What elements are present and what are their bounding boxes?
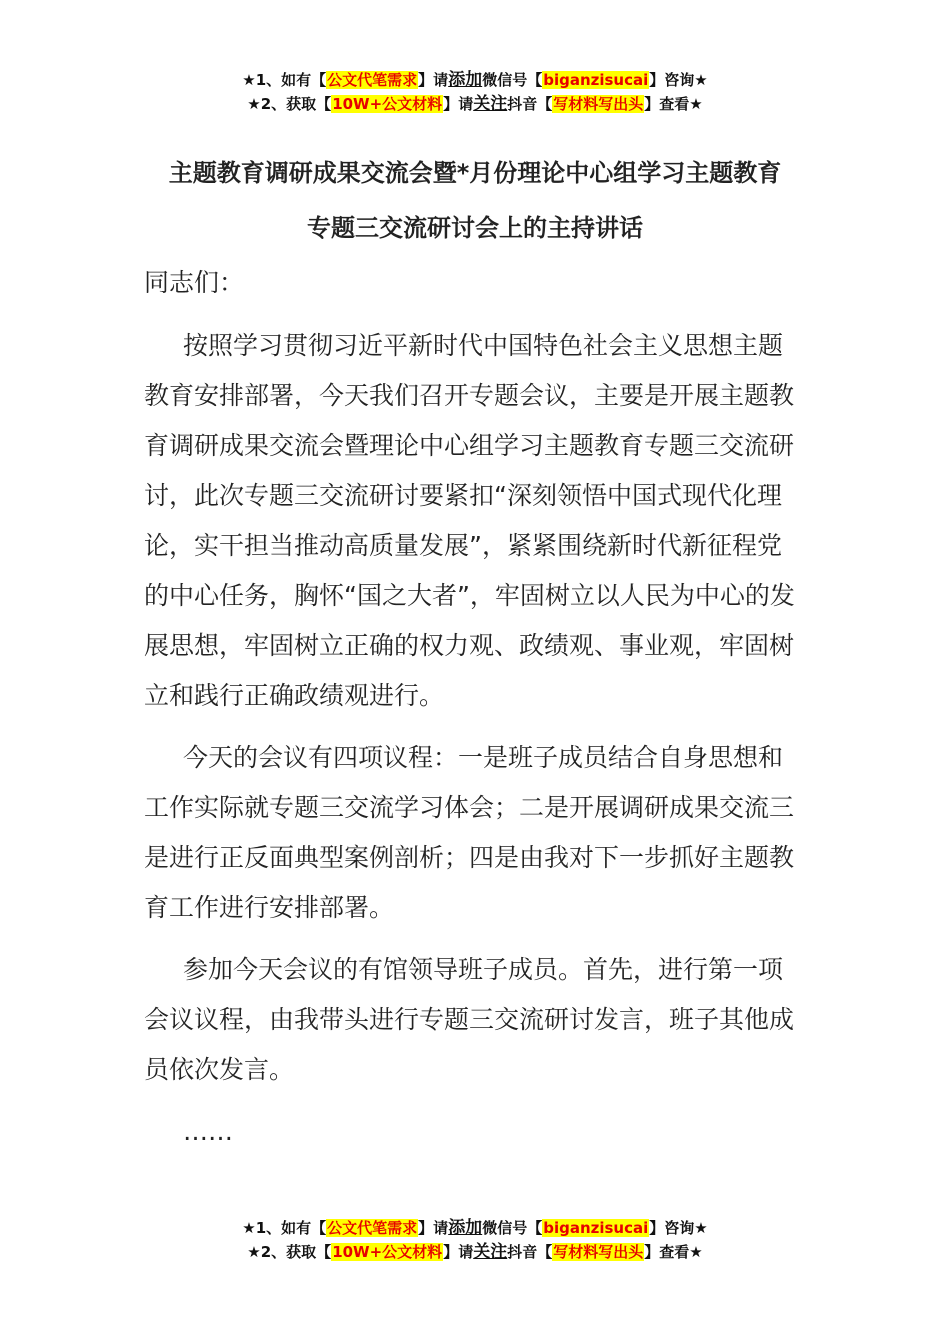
promo-text: 抖音【 xyxy=(507,1243,553,1261)
promo-text: 】咨询 xyxy=(649,1219,695,1237)
promo-text: 】请 xyxy=(443,95,474,113)
star-icon: ★ xyxy=(689,1243,703,1261)
star-icon: ★ xyxy=(694,71,708,89)
promo-banner-bottom xyxy=(0,1216,950,1264)
promo-highlight: 10W+公文材料 xyxy=(332,95,443,113)
wechat-id-highlight: biganzisucai xyxy=(543,71,649,89)
wechat-id-highlight: biganzisucai xyxy=(543,1219,649,1237)
star-icon: ★ xyxy=(242,1219,256,1237)
promo-emphasis: 添加 xyxy=(448,70,483,90)
paragraph: 参加今天会议的有馆领导班子成员。首先，进行第一项会议议程，由我带头进行专题三交流研讨发言，班子其他成员依次发言。 xyxy=(144,955,795,1084)
star-icon: ★ xyxy=(689,95,703,113)
promo-text: 1、如有【 xyxy=(255,1219,327,1237)
star-icon: ★ xyxy=(694,1219,708,1237)
promo-text: 】请 xyxy=(418,71,449,89)
promo-text: 抖音【 xyxy=(507,95,553,113)
promo-line-1 xyxy=(0,1216,950,1240)
promo-text: 2、获取【 xyxy=(260,1243,332,1261)
title-line-2: 专题三交流研讨会上的主持讲话 xyxy=(307,214,643,242)
promo-line-1 xyxy=(0,68,950,92)
promo-text: 】咨询 xyxy=(649,71,695,89)
ellipsis: …… xyxy=(183,1117,233,1146)
greeting: 同志们： xyxy=(144,268,245,297)
promo-text: 】请 xyxy=(443,1243,474,1261)
promo-text: 微信号【 xyxy=(482,1219,543,1237)
promo-text: 】查看 xyxy=(644,95,690,113)
document-body xyxy=(144,258,806,1169)
promo-banner-top xyxy=(0,68,950,116)
promo-text: 微信号【 xyxy=(482,71,543,89)
promo-text: 】请 xyxy=(418,1219,449,1237)
promo-line-2 xyxy=(0,92,950,116)
promo-text: 2、获取【 xyxy=(260,95,332,113)
douyin-id-highlight: 写材料写出头 xyxy=(553,1243,644,1261)
promo-text: 】查看 xyxy=(644,1243,690,1261)
star-icon: ★ xyxy=(247,95,261,113)
promo-emphasis: 关注 xyxy=(473,1242,508,1262)
star-icon: ★ xyxy=(242,71,256,89)
document-title xyxy=(120,146,830,256)
promo-text: 1、如有【 xyxy=(255,71,327,89)
promo-highlight: 10W+公文材料 xyxy=(332,1243,443,1261)
promo-emphasis: 添加 xyxy=(448,1218,483,1238)
douyin-id-highlight: 写材料写出头 xyxy=(553,95,644,113)
promo-highlight: 公文代笔需求 xyxy=(327,1219,418,1237)
promo-emphasis: 关注 xyxy=(473,94,508,114)
promo-line-2 xyxy=(0,1240,950,1264)
promo-highlight: 公文代笔需求 xyxy=(327,71,418,89)
title-line-1: 主题教育调研成果交流会暨*月份理论中心组学习主题教育 xyxy=(168,159,782,187)
paragraph: 按照学习贯彻习近平新时代中国特色社会主义思想主题教育安排部署，今天我们召开专题会议，主要是开展主题教育调研成果交流会暨理论中心组学习主题教育专题三交流研讨，此次专题三交流研讨要紧扣“深刻领悟中国式现代化理论，实干担当推动高质量发展”，紧紧围绕新时代新征程党的中心任务，胸怀“国之大者”，牢固树立以人民为中心的发展思想，牢固树立正确的权力观、政绩观、事业观，牢固树立和践行正确政绩观进行。 xyxy=(144,331,795,710)
paragraph: 今天的会议有四项议程：一是班子成员结合自身思想和工作实际就专题三交流学习体会；二是开展调研成果交流三是进行正反面典型案例剖析；四是由我对下一步抓好主题教育工作进行安排部署。 xyxy=(144,743,795,922)
star-icon: ★ xyxy=(247,1243,261,1261)
